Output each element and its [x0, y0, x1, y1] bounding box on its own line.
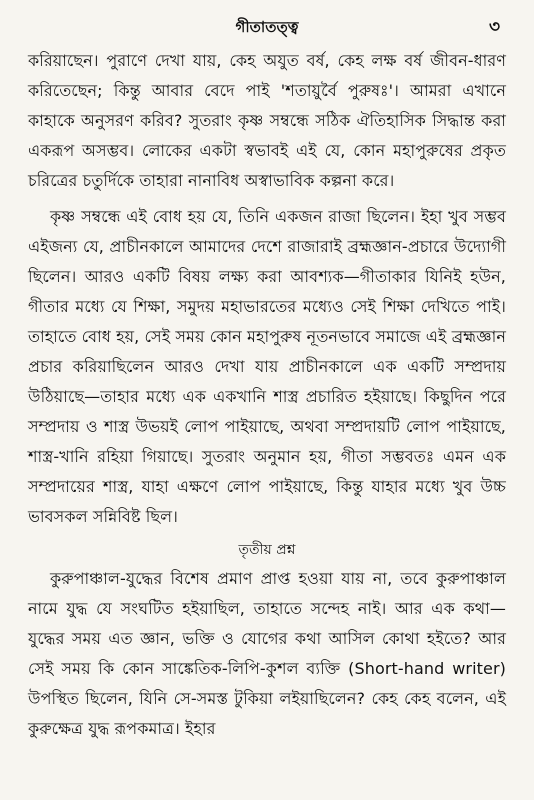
running-title: গীতাতত্ত্ব [235, 18, 299, 36]
page-header [28, 10, 506, 42]
page-number: ৩ [488, 17, 500, 37]
paragraph-3: কুরুপাঞ্চাল-যুদ্ধের বিশেষ প্রমাণ প্রাপ্ত হওয়া যায় না, তবে কুরুপাঞ্চাল নামে যুদ্ধ যে সংঘটিত হইয়াছিল, তাহাতে সন্দেহ নাই। আর এক কথা—যুদ্ধের সময় এত জ্ঞান, ভক্তি ও যোগের কথা আসিল কোথা হইতে? আর সেই সময় কি কোন সাঙ্কেতিক-লিপি-কুশল ব্যক্তি (Short-hand writer) উপস্থিত ছিলেন, যিনি সে-সমস্ত টুকিয়া লইয়াছিলেন? কেহ কেহ বলেন, এই কুরুক্ষেত্র যুদ্ধ রূপকমাত্র। ইহার [28, 569, 506, 738]
paragraph-2: কৃষ্ণ সম্বন্ধে এই বোধ হয় যে, তিনি একজন রাজা ছিলেন। ইহা খুব সম্ভব এইজন্য যে, প্রাচীনকালে আমাদের দেশে রাজারাই ব্রহ্মজ্ঞান-প্রচারে উদ্যোগী ছিলেন। আরও একটি বিষয় লক্ষ্য করা আবশ্যক—গীতাকার যিনিই হউন, গীতার মধ্যে যে শিক্ষা, সমুদয় মহাভারতের মধ্যেও সেই শিক্ষা দেখিতে পাই। তাহাতে বোধ হয়, সেই সময় কোন মহাপুরুষ নূতনভাবে সমাজে এই ব্রহ্মজ্ঞান প্রচার করিয়াছিলেন আরও দেখা যায় প্রাচীনকালে এক একটি সম্প্রদায় উঠিয়াছে—তাহার মধ্যে এক একখানি শাস্ত্র প্রচারিত হইয়াছে। কিছুদিন পরে সম্প্রদায় ও শাস্ত্র উভয়ই লোপ পাইয়াছে, অথবা সম্প্রদায়টি লোপ পাইয়াছে, শাস্ত্র-খানি রহিয়া গিয়াছে। সুতরাং অনুমান হয়, গীতা সম্ভবতঃ এমন এক সম্প্রদায়ের শাস্ত্র, যাহা এক্ষণে লোপ পাইয়াছে, কিন্তু যাহার মধ্যে খুব উচ্চ ভাবসকল সন্নিবিষ্ট ছিল। [28, 207, 506, 526]
section-heading: তৃতীয় প্রশ্ন [238, 542, 296, 558]
paragraph-1: করিয়াছেন। পুরাণে দেখা যায়, কেহ অযুত বর্ষ, কেহ লক্ষ বর্ষ জীবন-ধারণ করিতেছেন; কিন্তু আবার বেদে পাই 'শতায়ুর্বৈ পুরুষঃ'। আমরা এখানে কাহাকে অনুসরণ করিব? সুতরাং কৃষ্ণ সম্বন্ধে সঠিক ঐতিহাসিক সিদ্ধান্ত করা একরূপ অসম্ভব। লোকের একটা স্বভাবই এই যে, কোন মহাপুরুষের প্রকৃত চরিত্রের চতুর্দিকে তাহারা নানাবিধ অস্বাভাবিক কল্পনা করে। [28, 51, 506, 190]
